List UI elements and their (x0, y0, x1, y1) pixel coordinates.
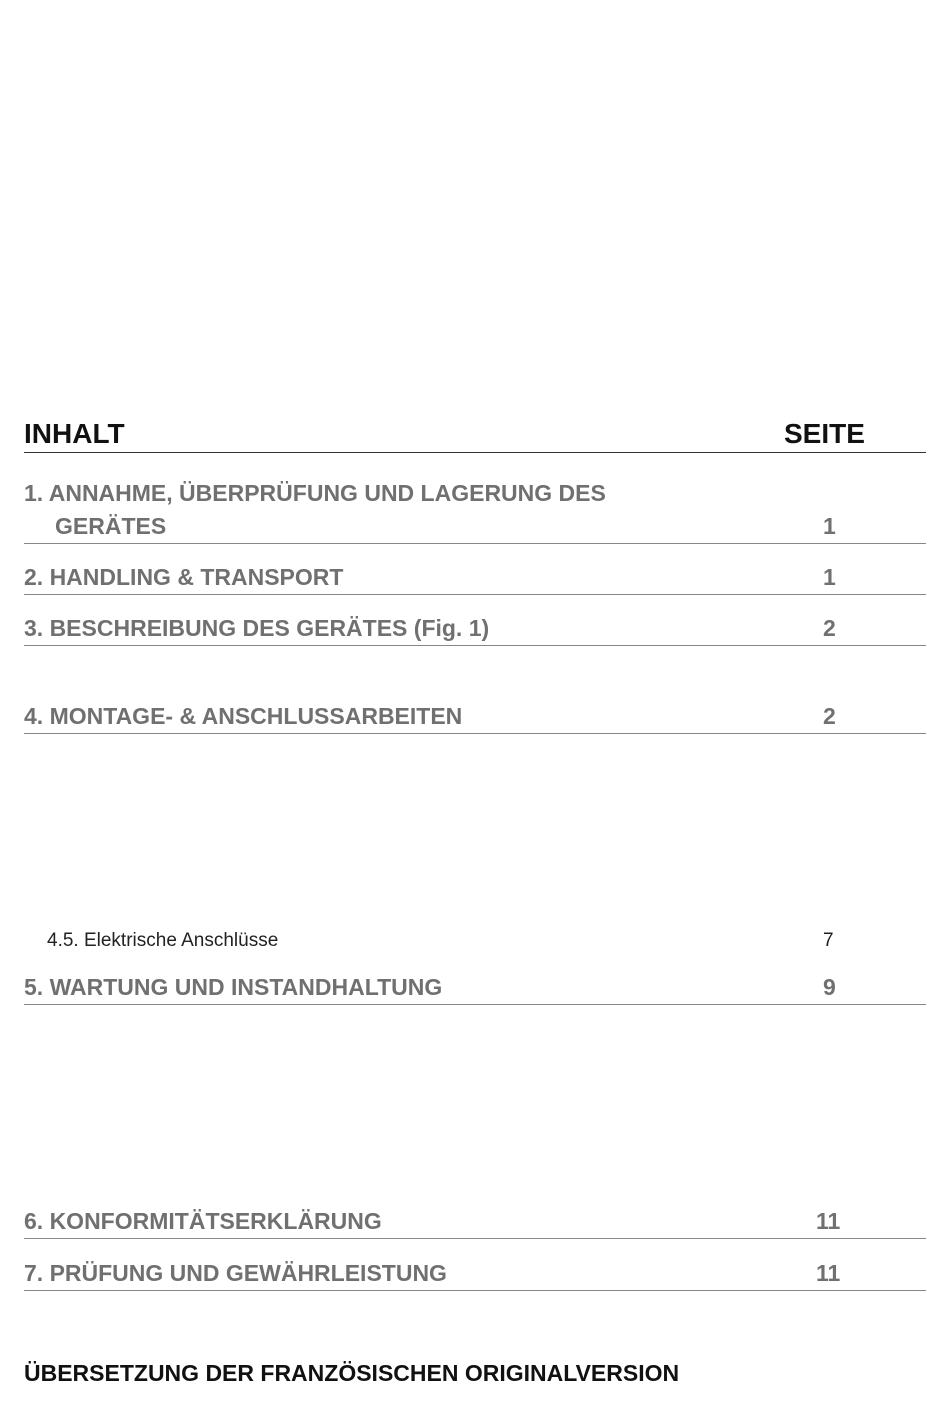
toc-entry-4-page: 2 (823, 703, 836, 729)
header-divider (24, 452, 926, 453)
toc-entry-1-page: 1 (823, 513, 836, 539)
toc-divider (24, 1004, 926, 1005)
toc-entry-4-title[interactable]: 4. MONTAGE- & ANSCHLUSSARBEITEN (24, 703, 463, 729)
toc-divider (24, 645, 926, 646)
toc-entry-6-page: 11 (816, 1208, 841, 1234)
toc-divider (24, 1238, 926, 1239)
toc-entry-7-page: 11 (816, 1260, 841, 1286)
toc-entry-3-page: 2 (823, 615, 836, 641)
toc-subentry-4-5-page: 7 (823, 930, 834, 951)
toc-entry-2-title[interactable]: 2. HANDLING & TRANSPORT (24, 564, 344, 590)
toc-entry-5-title[interactable]: 5. WARTUNG UND INSTANDHALTUNG (24, 974, 443, 1000)
toc-heading: INHALT (24, 418, 125, 449)
toc-entry-3-title[interactable]: 3. BESCHREIBUNG DES GERÄTES (Fig. 1) (24, 615, 490, 641)
toc-subentry-4-5-title[interactable]: 4.5. Elektrische Anschlüsse (47, 930, 279, 951)
toc-divider (24, 543, 926, 544)
toc-entry-5-page: 9 (823, 974, 836, 1000)
toc-entry-1-title-cont[interactable]: GERÄTES (55, 513, 167, 539)
toc-entry-7-title[interactable]: 7. PRÜFUNG UND GEWÄHRLEISTUNG (24, 1260, 447, 1286)
page-column-heading: SEITE (784, 418, 865, 449)
toc-divider (24, 1290, 926, 1291)
translation-notice: ÜBERSETZUNG DER FRANZÖSISCHEN ORIGINALVERSION (24, 1360, 680, 1386)
toc-entry-6-title[interactable]: 6. KONFORMITÄTSERKLÄRUNG (24, 1208, 382, 1234)
toc-entry-1-title[interactable]: 1. ANNAHME, ÜBERPRÜFUNG UND LAGERUNG DES (24, 480, 606, 506)
toc-entry-2-page: 1 (823, 564, 836, 590)
toc-divider (24, 594, 926, 595)
toc-divider (24, 733, 926, 734)
